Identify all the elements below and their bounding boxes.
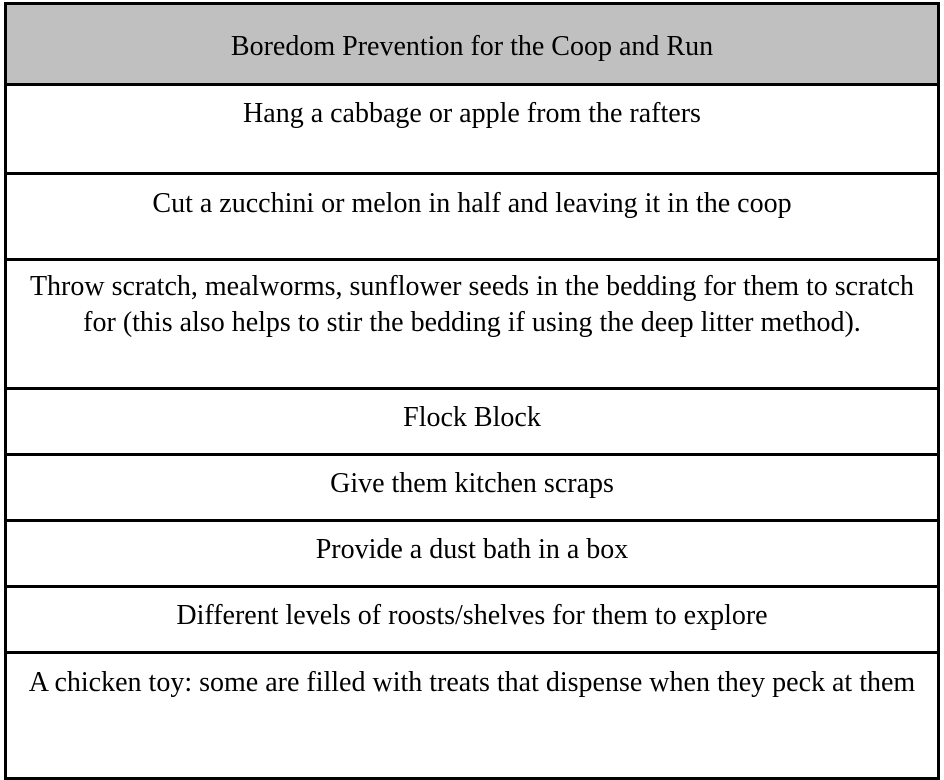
table-cell: Give them kitchen scraps	[6, 455, 939, 521]
table-row	[6, 389, 939, 455]
table-row	[6, 653, 939, 779]
table-row	[6, 587, 939, 653]
table-cell: A chicken toy: some are filled with treats that dispense when they peck at them	[6, 653, 939, 779]
table-cell: Provide a dust bath in a box	[6, 521, 939, 587]
boredom-prevention-table	[4, 2, 940, 780]
table-cell: Flock Block	[6, 389, 939, 455]
table-row	[6, 260, 939, 389]
table-cell: Cut a zucchini or melon in half and leaving it in the coop	[6, 174, 939, 260]
table-header-row	[6, 4, 939, 85]
table-cell: Different levels of roosts/shelves for them to explore	[6, 587, 939, 653]
table-row	[6, 455, 939, 521]
table-row	[6, 174, 939, 260]
table-title: Boredom Prevention for the Coop and Run	[6, 4, 939, 85]
table-row	[6, 521, 939, 587]
table-row	[6, 85, 939, 174]
table-cell: Throw scratch, mealworms, sunflower seeds in the bedding for them to scratch for (this also helps to stir the bedding if using the deep litter method).	[6, 260, 939, 389]
table-cell: Hang a cabbage or apple from the rafters	[6, 85, 939, 174]
